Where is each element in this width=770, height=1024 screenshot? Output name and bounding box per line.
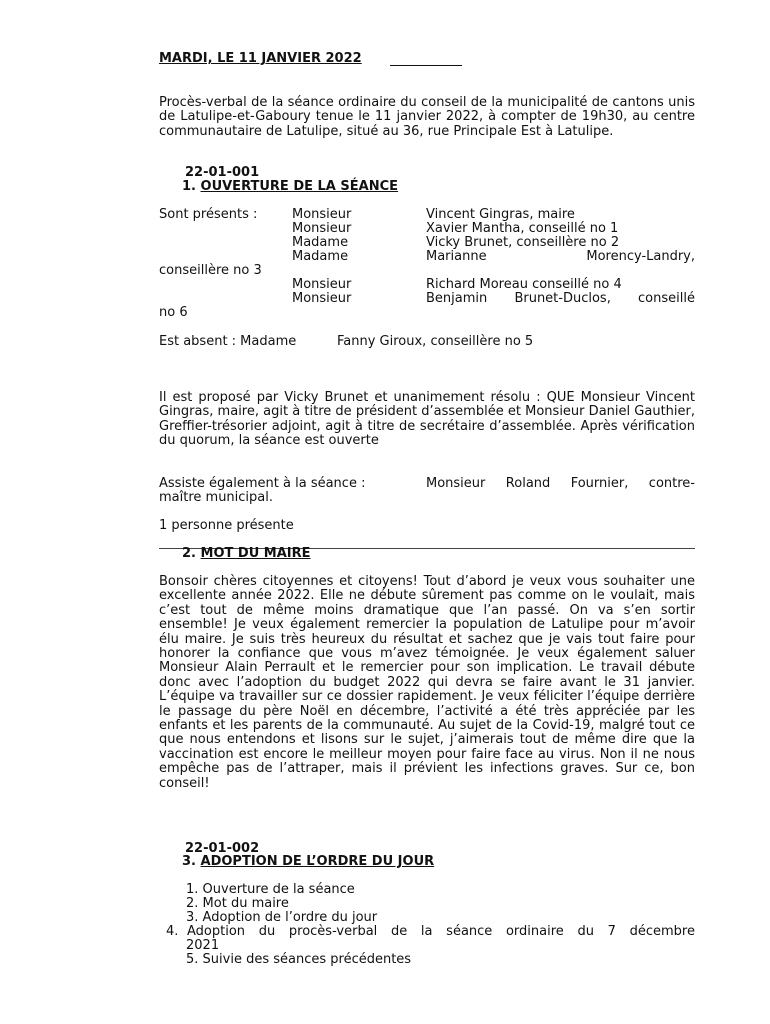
- agenda-item-number: 3.: [186, 910, 199, 925]
- section-heading: [182, 180, 398, 194]
- attendee-name-part: Benjamin: [426, 291, 488, 306]
- intro-paragraph: Procès-verbal de la séance ordinaire du conseil de la municipalité de cantons unis de Latulipe-et-Gaboury tenue le 11 janvier 2022, à compter de 19h30, au centre communautaire de Latulipe, situé au 36, rue Principale Est à Latulipe.: [159, 95, 695, 139]
- attendee-title: Madame: [292, 235, 349, 250]
- attendee-title: Monsieur: [292, 291, 352, 306]
- assist-name-wrap: maître municipal.: [159, 490, 274, 505]
- attendee-name-wrap: no 6: [159, 305, 188, 320]
- agenda-item: [166, 925, 695, 939]
- attendee-title: Monsieur: [292, 207, 352, 222]
- resolution-code: 22-01-002: [185, 841, 260, 856]
- attendee-name: [426, 250, 695, 264]
- attendee-name-part: conseillé: [638, 291, 695, 306]
- absent-label: Est absent : Madame: [159, 334, 297, 349]
- agenda-item-number: 2.: [186, 896, 199, 911]
- agenda-item-text: Adoption du procès-verbal de la séance ordinaire du 7 décembre: [187, 924, 695, 939]
- attendee-title: Monsieur: [292, 221, 352, 236]
- agenda-item-wrap: 2021: [186, 938, 220, 953]
- present-label: Sont présents :: [159, 207, 258, 222]
- attendee-name: Vincent Gingras, maire: [426, 207, 575, 222]
- resolution-paragraph: Il est proposé par Vicky Brunet et unanimement résolu : QUE Monsieur Vincent Gingras, maire, agit à titre de président d’assemblée et Monsieur Daniel Gauthier, Greffier-trésorier adjoint, agit à titre de secrétaire d’assemblée. Après vérification du quorum, la séance est ouverte: [159, 390, 695, 449]
- agenda-item-text: Mot du maire: [202, 896, 289, 911]
- attendee-name-wrap: conseillère no 3: [159, 263, 262, 278]
- attendee-title: Monsieur: [292, 277, 352, 292]
- section-heading: [182, 855, 434, 869]
- agenda-item: [186, 953, 411, 967]
- attendee-name: Richard Moreau conseillé no 4: [426, 277, 622, 292]
- absent-name: Fanny Giroux, conseillère no 5: [337, 334, 534, 349]
- document-date-title: MARDI, LE 11 JANVIER 2022: [159, 51, 362, 66]
- attendee-name: Vicky Brunet, conseillère no 2: [426, 235, 620, 250]
- agenda-item-number: 5.: [186, 952, 199, 967]
- section-heading: [182, 547, 311, 561]
- attendee-name: Xavier Mantha, conseillé no 1: [426, 221, 619, 236]
- attendee-title: Madame: [292, 249, 349, 264]
- agenda-item-number: 4.: [166, 924, 179, 939]
- section-number: 2.: [182, 546, 196, 561]
- agenda-item-text: Ouverture de la séance: [202, 882, 355, 897]
- assist-name: Monsieur Roland Fournier, contre-: [426, 476, 695, 491]
- attendee-name-part: Brunet-Duclos,: [514, 291, 611, 306]
- section-title: ADOPTION DE L’ORDRE DU JOUR: [200, 854, 435, 869]
- agenda-item-number: 1.: [186, 882, 199, 897]
- section-title: OUVERTURE DE LA SÉANCE: [200, 179, 399, 194]
- attendee-name: [426, 292, 695, 306]
- persons-count: 1 personne présente: [159, 518, 294, 533]
- agenda-item-text: Suivie des séances précédentes: [202, 952, 412, 967]
- section-number: 3.: [182, 854, 196, 869]
- agenda-item-text: Adoption de l’ordre du jour: [202, 910, 378, 925]
- attendee-name-part: Morency-Landry,: [586, 249, 695, 264]
- mayor-speech-paragraph: Bonsoir chères citoyennes et citoyens! Tout d’abord je veux vous souhaiter une excellente année 2022. Elle ne débute sûrement pas comme on le voulait, mais c’est tout de même moins dramatique que l’an passé. On va s’en sortir ensemble! Je veux également remercier la population de Latulipe pour m’avoir élu maire. Je suis très heureux du résultat et sachez que je vais tout faire pour honorer la confiance que vous m’avez témoignée. Je veux également saluer Monsieur Alain Perrault et le remercier pour son implication. Le travail débute donc avec l’adoption du budget 2022 qui devra se faire avant le 31 janvier. L’équipe va travailler sur ce dossier rapidement. Je veux féliciter l’équipe derrière le passage du père Noël en décembre, l’activité a été très appréciée par les enfants et les parents de la communauté. Au sujet de la Covid-19, malgré tout ce que nous entendons et lisons sur le sujet, j’aimerais tout de même dire que la vaccination est encore le meilleur moyen pour faire face au virus. Non il ne nous empêche pas de l’attraper, mais il prévient les infections graves. Sur ce, bon conseil!: [159, 574, 695, 791]
- section-title: MOT DU MAIRE: [200, 546, 311, 561]
- attendee-name-part: Marianne: [426, 249, 487, 264]
- section-number: 1.: [182, 179, 196, 194]
- title-underline: [390, 65, 462, 66]
- resolution-code: 22-01-001: [185, 165, 260, 180]
- assist-label: Assiste également à la séance :: [159, 476, 366, 491]
